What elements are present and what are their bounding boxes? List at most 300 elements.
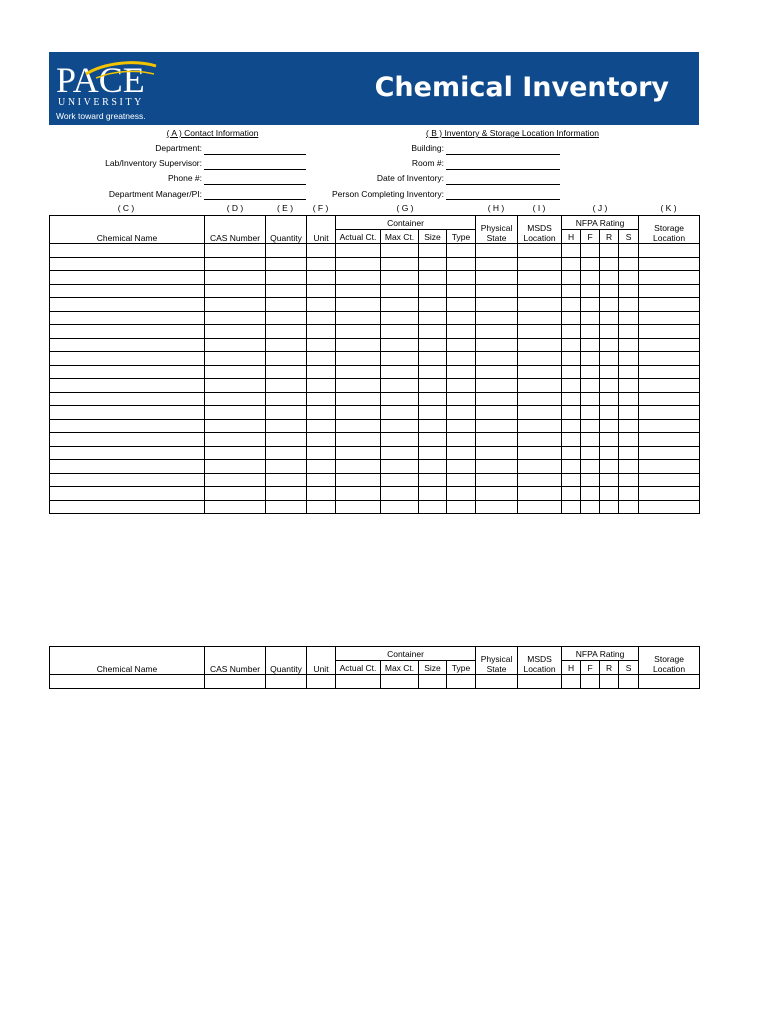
- type-cell[interactable]: [447, 446, 476, 460]
- nfpa-f-cell[interactable]: [581, 500, 600, 514]
- chemical-name-cell[interactable]: [50, 284, 205, 298]
- storage-location-cell[interactable]: [639, 311, 700, 325]
- quantity-cell[interactable]: [266, 392, 307, 406]
- physical-state-cell[interactable]: [476, 257, 518, 271]
- size-cell[interactable]: [419, 433, 447, 447]
- actual-ct-cell[interactable]: [336, 244, 381, 258]
- cas-number-cell[interactable]: [205, 325, 266, 339]
- physical-state-cell[interactable]: [476, 460, 518, 474]
- actual-ct-cell[interactable]: [336, 325, 381, 339]
- storage-location-cell[interactable]: [639, 473, 700, 487]
- max-ct-cell[interactable]: [381, 675, 419, 689]
- type-cell[interactable]: [447, 675, 476, 689]
- nfpa-s-cell[interactable]: [619, 433, 639, 447]
- nfpa-s-cell[interactable]: [619, 352, 639, 366]
- actual-ct-cell[interactable]: [336, 298, 381, 312]
- nfpa-h-cell[interactable]: [562, 392, 581, 406]
- msds-location-cell[interactable]: [518, 419, 562, 433]
- nfpa-h-cell[interactable]: [562, 500, 581, 514]
- quantity-cell[interactable]: [266, 446, 307, 460]
- unit-cell[interactable]: [307, 284, 336, 298]
- actual-ct-cell[interactable]: [336, 460, 381, 474]
- actual-ct-cell[interactable]: [336, 379, 381, 393]
- quantity-cell[interactable]: [266, 379, 307, 393]
- nfpa-s-cell[interactable]: [619, 419, 639, 433]
- physical-state-cell[interactable]: [476, 500, 518, 514]
- quantity-cell[interactable]: [266, 365, 307, 379]
- type-cell[interactable]: [447, 460, 476, 474]
- building-field[interactable]: [446, 154, 560, 155]
- nfpa-r-cell[interactable]: [600, 392, 619, 406]
- chemical-name-cell[interactable]: [50, 365, 205, 379]
- physical-state-cell[interactable]: [476, 675, 518, 689]
- physical-state-cell[interactable]: [476, 352, 518, 366]
- chemical-name-cell[interactable]: [50, 500, 205, 514]
- max-ct-cell[interactable]: [381, 311, 419, 325]
- nfpa-r-cell[interactable]: [600, 352, 619, 366]
- physical-state-cell[interactable]: [476, 311, 518, 325]
- unit-cell[interactable]: [307, 365, 336, 379]
- msds-location-cell[interactable]: [518, 487, 562, 501]
- size-cell[interactable]: [419, 338, 447, 352]
- storage-location-cell[interactable]: [639, 298, 700, 312]
- type-cell[interactable]: [447, 500, 476, 514]
- nfpa-f-cell[interactable]: [581, 257, 600, 271]
- physical-state-cell[interactable]: [476, 473, 518, 487]
- msds-location-cell[interactable]: [518, 271, 562, 285]
- storage-location-cell[interactable]: [639, 675, 700, 689]
- actual-ct-cell[interactable]: [336, 257, 381, 271]
- quantity-cell[interactable]: [266, 433, 307, 447]
- cas-number-cell[interactable]: [205, 675, 266, 689]
- nfpa-h-cell[interactable]: [562, 487, 581, 501]
- max-ct-cell[interactable]: [381, 365, 419, 379]
- size-cell[interactable]: [419, 675, 447, 689]
- nfpa-h-cell[interactable]: [562, 338, 581, 352]
- nfpa-s-cell[interactable]: [619, 365, 639, 379]
- physical-state-cell[interactable]: [476, 406, 518, 420]
- cas-number-cell[interactable]: [205, 338, 266, 352]
- quantity-cell[interactable]: [266, 500, 307, 514]
- nfpa-s-cell[interactable]: [619, 487, 639, 501]
- nfpa-f-cell[interactable]: [581, 433, 600, 447]
- max-ct-cell[interactable]: [381, 271, 419, 285]
- max-ct-cell[interactable]: [381, 487, 419, 501]
- msds-location-cell[interactable]: [518, 244, 562, 258]
- type-cell[interactable]: [447, 271, 476, 285]
- nfpa-r-cell[interactable]: [600, 460, 619, 474]
- unit-cell[interactable]: [307, 325, 336, 339]
- cas-number-cell[interactable]: [205, 446, 266, 460]
- nfpa-f-cell[interactable]: [581, 460, 600, 474]
- nfpa-h-cell[interactable]: [562, 325, 581, 339]
- chemical-name-cell[interactable]: [50, 311, 205, 325]
- max-ct-cell[interactable]: [381, 500, 419, 514]
- actual-ct-cell[interactable]: [336, 352, 381, 366]
- actual-ct-cell[interactable]: [336, 271, 381, 285]
- cas-number-cell[interactable]: [205, 352, 266, 366]
- storage-location-cell[interactable]: [639, 338, 700, 352]
- unit-cell[interactable]: [307, 675, 336, 689]
- nfpa-r-cell[interactable]: [600, 338, 619, 352]
- nfpa-f-cell[interactable]: [581, 284, 600, 298]
- actual-ct-cell[interactable]: [336, 365, 381, 379]
- storage-location-cell[interactable]: [639, 271, 700, 285]
- quantity-cell[interactable]: [266, 311, 307, 325]
- msds-location-cell[interactable]: [518, 365, 562, 379]
- nfpa-s-cell[interactable]: [619, 244, 639, 258]
- actual-ct-cell[interactable]: [336, 392, 381, 406]
- cas-number-cell[interactable]: [205, 311, 266, 325]
- size-cell[interactable]: [419, 298, 447, 312]
- nfpa-s-cell[interactable]: [619, 675, 639, 689]
- physical-state-cell[interactable]: [476, 365, 518, 379]
- type-cell[interactable]: [447, 419, 476, 433]
- nfpa-s-cell[interactable]: [619, 271, 639, 285]
- nfpa-r-cell[interactable]: [600, 271, 619, 285]
- max-ct-cell[interactable]: [381, 460, 419, 474]
- chemical-name-cell[interactable]: [50, 257, 205, 271]
- type-cell[interactable]: [447, 284, 476, 298]
- actual-ct-cell[interactable]: [336, 473, 381, 487]
- storage-location-cell[interactable]: [639, 365, 700, 379]
- type-cell[interactable]: [447, 487, 476, 501]
- nfpa-r-cell[interactable]: [600, 500, 619, 514]
- storage-location-cell[interactable]: [639, 419, 700, 433]
- size-cell[interactable]: [419, 406, 447, 420]
- physical-state-cell[interactable]: [476, 419, 518, 433]
- storage-location-cell[interactable]: [639, 500, 700, 514]
- max-ct-cell[interactable]: [381, 433, 419, 447]
- unit-cell[interactable]: [307, 352, 336, 366]
- nfpa-h-cell[interactable]: [562, 271, 581, 285]
- nfpa-f-cell[interactable]: [581, 392, 600, 406]
- size-cell[interactable]: [419, 284, 447, 298]
- msds-location-cell[interactable]: [518, 352, 562, 366]
- nfpa-f-cell[interactable]: [581, 244, 600, 258]
- nfpa-h-cell[interactable]: [562, 352, 581, 366]
- msds-location-cell[interactable]: [518, 284, 562, 298]
- cas-number-cell[interactable]: [205, 379, 266, 393]
- quantity-cell[interactable]: [266, 284, 307, 298]
- nfpa-r-cell[interactable]: [600, 419, 619, 433]
- size-cell[interactable]: [419, 311, 447, 325]
- type-cell[interactable]: [447, 257, 476, 271]
- chemical-name-cell[interactable]: [50, 446, 205, 460]
- storage-location-cell[interactable]: [639, 325, 700, 339]
- max-ct-cell[interactable]: [381, 446, 419, 460]
- actual-ct-cell[interactable]: [336, 500, 381, 514]
- nfpa-s-cell[interactable]: [619, 257, 639, 271]
- size-cell[interactable]: [419, 487, 447, 501]
- unit-cell[interactable]: [307, 392, 336, 406]
- nfpa-r-cell[interactable]: [600, 675, 619, 689]
- max-ct-cell[interactable]: [381, 244, 419, 258]
- physical-state-cell[interactable]: [476, 284, 518, 298]
- actual-ct-cell[interactable]: [336, 675, 381, 689]
- type-cell[interactable]: [447, 379, 476, 393]
- size-cell[interactable]: [419, 379, 447, 393]
- size-cell[interactable]: [419, 325, 447, 339]
- nfpa-r-cell[interactable]: [600, 325, 619, 339]
- quantity-cell[interactable]: [266, 271, 307, 285]
- quantity-cell[interactable]: [266, 406, 307, 420]
- nfpa-s-cell[interactable]: [619, 311, 639, 325]
- nfpa-h-cell[interactable]: [562, 365, 581, 379]
- chemical-name-cell[interactable]: [50, 271, 205, 285]
- msds-location-cell[interactable]: [518, 298, 562, 312]
- nfpa-r-cell[interactable]: [600, 433, 619, 447]
- quantity-cell[interactable]: [266, 325, 307, 339]
- cas-number-cell[interactable]: [205, 487, 266, 501]
- msds-location-cell[interactable]: [518, 338, 562, 352]
- msds-location-cell[interactable]: [518, 500, 562, 514]
- unit-cell[interactable]: [307, 257, 336, 271]
- msds-location-cell[interactable]: [518, 406, 562, 420]
- actual-ct-cell[interactable]: [336, 284, 381, 298]
- manager-field[interactable]: [204, 199, 306, 200]
- cas-number-cell[interactable]: [205, 284, 266, 298]
- quantity-cell[interactable]: [266, 338, 307, 352]
- max-ct-cell[interactable]: [381, 419, 419, 433]
- nfpa-r-cell[interactable]: [600, 365, 619, 379]
- nfpa-f-cell[interactable]: [581, 325, 600, 339]
- cas-number-cell[interactable]: [205, 257, 266, 271]
- quantity-cell[interactable]: [266, 244, 307, 258]
- nfpa-s-cell[interactable]: [619, 379, 639, 393]
- unit-cell[interactable]: [307, 419, 336, 433]
- actual-ct-cell[interactable]: [336, 433, 381, 447]
- nfpa-f-cell[interactable]: [581, 352, 600, 366]
- max-ct-cell[interactable]: [381, 379, 419, 393]
- nfpa-s-cell[interactable]: [619, 325, 639, 339]
- unit-cell[interactable]: [307, 446, 336, 460]
- person-field[interactable]: [446, 199, 560, 200]
- storage-location-cell[interactable]: [639, 446, 700, 460]
- size-cell[interactable]: [419, 271, 447, 285]
- msds-location-cell[interactable]: [518, 379, 562, 393]
- nfpa-f-cell[interactable]: [581, 379, 600, 393]
- max-ct-cell[interactable]: [381, 473, 419, 487]
- physical-state-cell[interactable]: [476, 338, 518, 352]
- actual-ct-cell[interactable]: [336, 311, 381, 325]
- quantity-cell[interactable]: [266, 257, 307, 271]
- max-ct-cell[interactable]: [381, 392, 419, 406]
- msds-location-cell[interactable]: [518, 446, 562, 460]
- unit-cell[interactable]: [307, 338, 336, 352]
- cas-number-cell[interactable]: [205, 298, 266, 312]
- date-field[interactable]: [446, 184, 560, 185]
- unit-cell[interactable]: [307, 406, 336, 420]
- chemical-name-cell[interactable]: [50, 675, 205, 689]
- type-cell[interactable]: [447, 392, 476, 406]
- nfpa-f-cell[interactable]: [581, 338, 600, 352]
- actual-ct-cell[interactable]: [336, 406, 381, 420]
- chemical-name-cell[interactable]: [50, 460, 205, 474]
- nfpa-f-cell[interactable]: [581, 365, 600, 379]
- unit-cell[interactable]: [307, 473, 336, 487]
- nfpa-s-cell[interactable]: [619, 338, 639, 352]
- physical-state-cell[interactable]: [476, 379, 518, 393]
- nfpa-s-cell[interactable]: [619, 473, 639, 487]
- nfpa-f-cell[interactable]: [581, 406, 600, 420]
- storage-location-cell[interactable]: [639, 392, 700, 406]
- chemical-name-cell[interactable]: [50, 352, 205, 366]
- max-ct-cell[interactable]: [381, 325, 419, 339]
- nfpa-s-cell[interactable]: [619, 406, 639, 420]
- cas-number-cell[interactable]: [205, 244, 266, 258]
- actual-ct-cell[interactable]: [336, 446, 381, 460]
- size-cell[interactable]: [419, 460, 447, 474]
- actual-ct-cell[interactable]: [336, 487, 381, 501]
- type-cell[interactable]: [447, 406, 476, 420]
- cas-number-cell[interactable]: [205, 406, 266, 420]
- unit-cell[interactable]: [307, 500, 336, 514]
- type-cell[interactable]: [447, 352, 476, 366]
- quantity-cell[interactable]: [266, 419, 307, 433]
- type-cell[interactable]: [447, 244, 476, 258]
- msds-location-cell[interactable]: [518, 675, 562, 689]
- unit-cell[interactable]: [307, 460, 336, 474]
- unit-cell[interactable]: [307, 311, 336, 325]
- type-cell[interactable]: [447, 311, 476, 325]
- cas-number-cell[interactable]: [205, 392, 266, 406]
- unit-cell[interactable]: [307, 433, 336, 447]
- size-cell[interactable]: [419, 352, 447, 366]
- storage-location-cell[interactable]: [639, 244, 700, 258]
- chemical-name-cell[interactable]: [50, 487, 205, 501]
- cas-number-cell[interactable]: [205, 271, 266, 285]
- cas-number-cell[interactable]: [205, 473, 266, 487]
- type-cell[interactable]: [447, 433, 476, 447]
- nfpa-h-cell[interactable]: [562, 257, 581, 271]
- phone-field[interactable]: [204, 184, 306, 185]
- nfpa-f-cell[interactable]: [581, 419, 600, 433]
- type-cell[interactable]: [447, 365, 476, 379]
- msds-location-cell[interactable]: [518, 473, 562, 487]
- chemical-name-cell[interactable]: [50, 338, 205, 352]
- size-cell[interactable]: [419, 244, 447, 258]
- cas-number-cell[interactable]: [205, 365, 266, 379]
- chemical-name-cell[interactable]: [50, 433, 205, 447]
- nfpa-s-cell[interactable]: [619, 284, 639, 298]
- msds-location-cell[interactable]: [518, 433, 562, 447]
- chemical-name-cell[interactable]: [50, 379, 205, 393]
- nfpa-f-cell[interactable]: [581, 473, 600, 487]
- storage-location-cell[interactable]: [639, 487, 700, 501]
- quantity-cell[interactable]: [266, 352, 307, 366]
- quantity-cell[interactable]: [266, 487, 307, 501]
- physical-state-cell[interactable]: [476, 392, 518, 406]
- storage-location-cell[interactable]: [639, 406, 700, 420]
- nfpa-f-cell[interactable]: [581, 298, 600, 312]
- nfpa-h-cell[interactable]: [562, 433, 581, 447]
- storage-location-cell[interactable]: [639, 352, 700, 366]
- nfpa-r-cell[interactable]: [600, 284, 619, 298]
- nfpa-h-cell[interactable]: [562, 446, 581, 460]
- storage-location-cell[interactable]: [639, 433, 700, 447]
- nfpa-r-cell[interactable]: [600, 311, 619, 325]
- nfpa-s-cell[interactable]: [619, 446, 639, 460]
- max-ct-cell[interactable]: [381, 257, 419, 271]
- department-field[interactable]: [204, 154, 306, 155]
- unit-cell[interactable]: [307, 244, 336, 258]
- nfpa-h-cell[interactable]: [562, 244, 581, 258]
- msds-location-cell[interactable]: [518, 460, 562, 474]
- cas-number-cell[interactable]: [205, 419, 266, 433]
- physical-state-cell[interactable]: [476, 244, 518, 258]
- chemical-name-cell[interactable]: [50, 392, 205, 406]
- cas-number-cell[interactable]: [205, 433, 266, 447]
- quantity-cell[interactable]: [266, 473, 307, 487]
- physical-state-cell[interactable]: [476, 433, 518, 447]
- nfpa-r-cell[interactable]: [600, 406, 619, 420]
- chemical-name-cell[interactable]: [50, 473, 205, 487]
- quantity-cell[interactable]: [266, 675, 307, 689]
- nfpa-r-cell[interactable]: [600, 446, 619, 460]
- cas-number-cell[interactable]: [205, 460, 266, 474]
- msds-location-cell[interactable]: [518, 392, 562, 406]
- nfpa-h-cell[interactable]: [562, 460, 581, 474]
- supervisor-field[interactable]: [204, 169, 306, 170]
- nfpa-h-cell[interactable]: [562, 675, 581, 689]
- size-cell[interactable]: [419, 257, 447, 271]
- nfpa-s-cell[interactable]: [619, 392, 639, 406]
- msds-location-cell[interactable]: [518, 325, 562, 339]
- type-cell[interactable]: [447, 325, 476, 339]
- max-ct-cell[interactable]: [381, 298, 419, 312]
- physical-state-cell[interactable]: [476, 298, 518, 312]
- nfpa-r-cell[interactable]: [600, 298, 619, 312]
- nfpa-h-cell[interactable]: [562, 473, 581, 487]
- nfpa-s-cell[interactable]: [619, 298, 639, 312]
- nfpa-f-cell[interactable]: [581, 675, 600, 689]
- nfpa-h-cell[interactable]: [562, 419, 581, 433]
- nfpa-f-cell[interactable]: [581, 311, 600, 325]
- storage-location-cell[interactable]: [639, 460, 700, 474]
- max-ct-cell[interactable]: [381, 352, 419, 366]
- nfpa-r-cell[interactable]: [600, 257, 619, 271]
- size-cell[interactable]: [419, 446, 447, 460]
- size-cell[interactable]: [419, 419, 447, 433]
- storage-location-cell[interactable]: [639, 379, 700, 393]
- unit-cell[interactable]: [307, 487, 336, 501]
- nfpa-f-cell[interactable]: [581, 271, 600, 285]
- max-ct-cell[interactable]: [381, 338, 419, 352]
- chemical-name-cell[interactable]: [50, 298, 205, 312]
- size-cell[interactable]: [419, 473, 447, 487]
- max-ct-cell[interactable]: [381, 284, 419, 298]
- physical-state-cell[interactable]: [476, 446, 518, 460]
- chemical-name-cell[interactable]: [50, 325, 205, 339]
- chemical-name-cell[interactable]: [50, 419, 205, 433]
- msds-location-cell[interactable]: [518, 257, 562, 271]
- unit-cell[interactable]: [307, 271, 336, 285]
- type-cell[interactable]: [447, 473, 476, 487]
- nfpa-r-cell[interactable]: [600, 244, 619, 258]
- type-cell[interactable]: [447, 338, 476, 352]
- unit-cell[interactable]: [307, 379, 336, 393]
- max-ct-cell[interactable]: [381, 406, 419, 420]
- storage-location-cell[interactable]: [639, 284, 700, 298]
- msds-location-cell[interactable]: [518, 311, 562, 325]
- nfpa-r-cell[interactable]: [600, 379, 619, 393]
- physical-state-cell[interactable]: [476, 487, 518, 501]
- size-cell[interactable]: [419, 365, 447, 379]
- nfpa-f-cell[interactable]: [581, 446, 600, 460]
- type-cell[interactable]: [447, 298, 476, 312]
- quantity-cell[interactable]: [266, 460, 307, 474]
